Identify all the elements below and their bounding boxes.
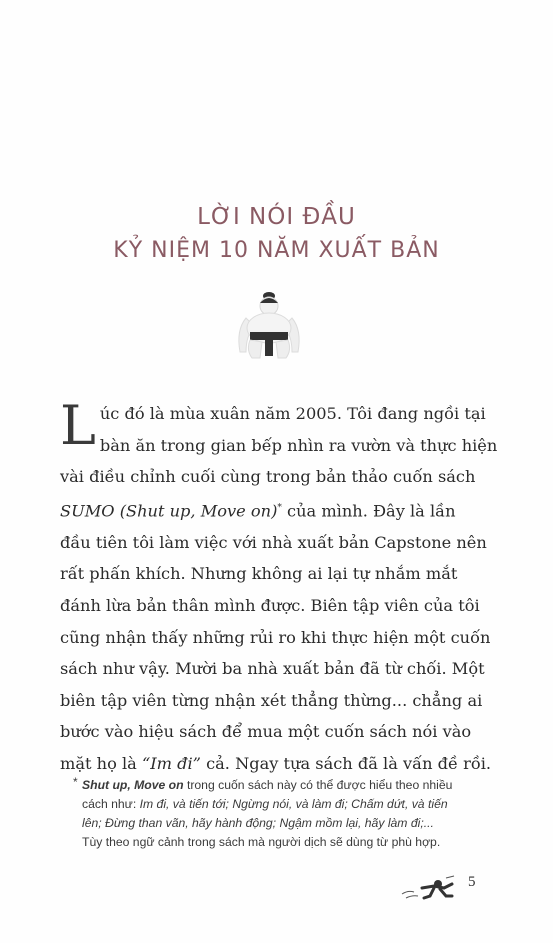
body-line: cũng nhận thấy những rủi ro khi thực hiện một cuốn [60, 627, 491, 647]
chapter-title-line-2: KỶ NIỆM 10 NĂM XUẤT BẢN [113, 238, 440, 263]
book-title-sumo: SUMO (Shut up, Move on) [60, 501, 278, 521]
footnote-term: Shut up, Move on [82, 778, 184, 792]
body-line: úc đó là mùa xuân năm 2005. Tôi đang ngồi tại [99, 404, 486, 423]
footnote-fragment: Im đi, và tiến tới; Ngừng nói, và làm đi; Chấm dứt, và tiến [139, 797, 448, 811]
quote-im-di: “Im đi” [141, 753, 201, 773]
body-line: vài điều chỉnh cuối cùng trong bản thảo cuốn sách [60, 467, 476, 487]
drop-cap: L [60, 394, 96, 457]
footnote-fragment: trong cuốn sách này có thể được hiểu theo nhiều [183, 778, 453, 792]
body-line: đánh lừa bản thân mình được. Biên tập viên của tôi [60, 595, 480, 615]
footnote-line [82, 795, 522, 814]
footnote-line: lên; Đừng than vãn, hãy hành động; Ngậm mồm lại, hãy làm đi;... [82, 816, 434, 830]
body-paragraph [60, 394, 510, 780]
body-line [60, 748, 510, 780]
footnote-line [82, 776, 522, 795]
footnote-star: * [73, 775, 78, 789]
body-line [60, 493, 510, 527]
footnote [73, 775, 522, 852]
body-line-fragment: mặt họ là [60, 753, 142, 773]
footnote-fragment: cách như: [82, 797, 140, 811]
chapter-title [0, 200, 553, 268]
body-line-fragment: cả. Ngay tựa sách đã là vấn đề rồi. [200, 753, 492, 773]
footnote-line: Tùy theo ngữ cảnh trong sách mà người dịch sẽ dùng từ phù hợp. [82, 835, 441, 849]
body-line: bước vào hiệu sách để mua một cuốn sách nói vào [60, 722, 472, 742]
body-line-fragment: của mình. Đây là lần [281, 501, 456, 521]
chapter-title-line-1: LỜI NÓI ĐẦU [197, 204, 356, 230]
page-number: 5 [468, 874, 476, 890]
footnote-marker: * [277, 502, 282, 513]
ninja-runner-icon [400, 872, 500, 902]
body-line: biên tập viên từng nhận xét thẳng thừng... chẳng ai [60, 690, 483, 710]
body-line: đầu tiên tôi làm việc với nhà xuất bản Capstone nên [60, 532, 487, 552]
sumo-wrestler-icon [232, 288, 306, 360]
body-line: bàn ăn trong gian bếp nhìn ra vườn và thực hiện [99, 435, 498, 455]
body-line: rất phấn khích. Nhưng không ai lại tự nhắm mắt [60, 564, 458, 584]
body-line: sách như vậy. Mười ba nhà xuất bản đã từ chối. Một [60, 659, 485, 679]
